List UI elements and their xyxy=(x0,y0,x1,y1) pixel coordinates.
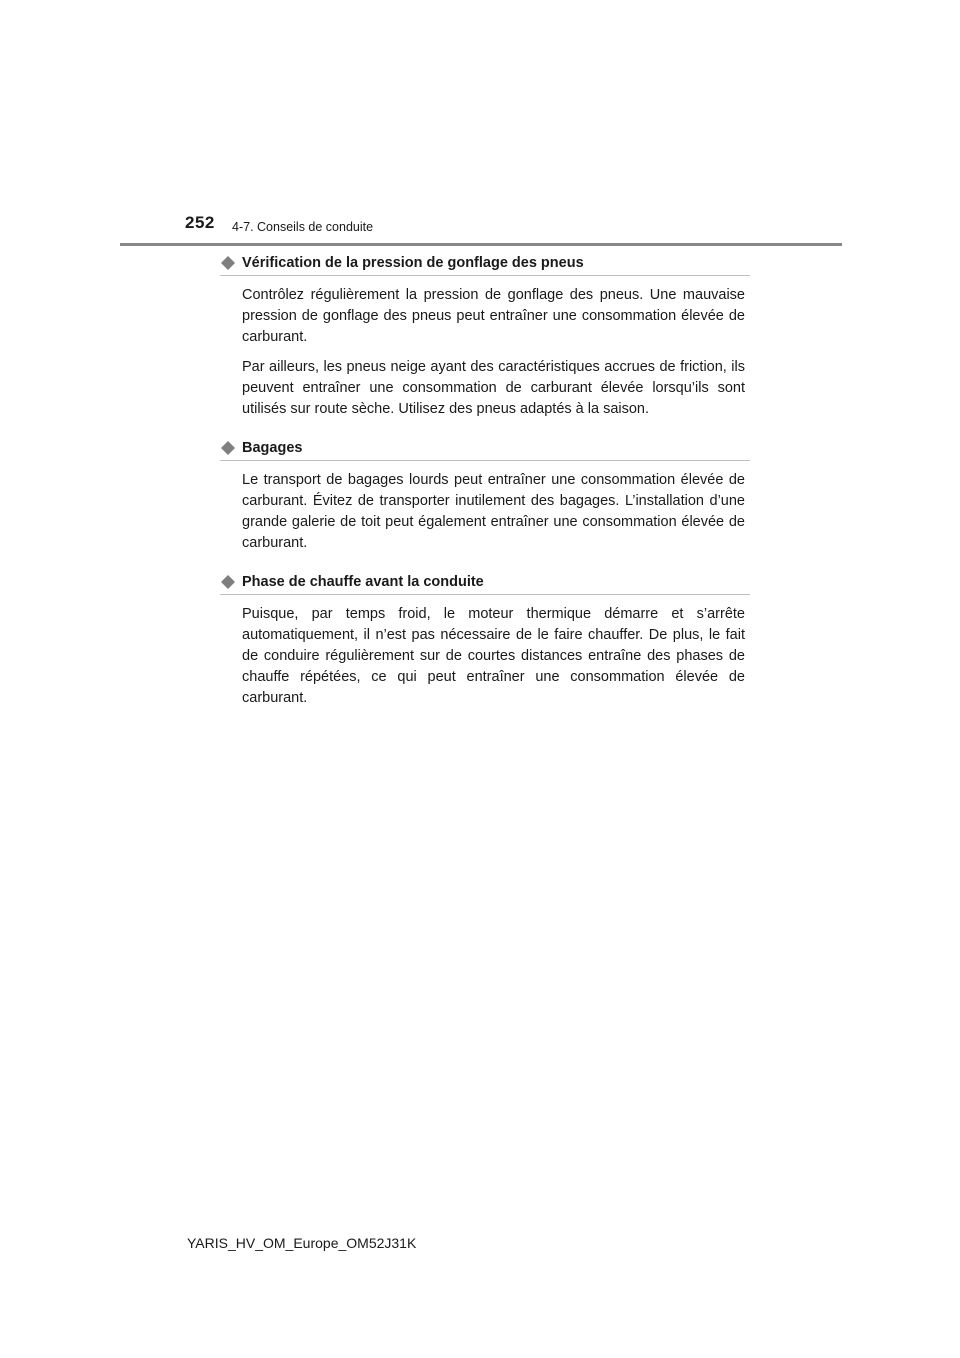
diamond-bullet-icon xyxy=(220,255,236,271)
page-content xyxy=(220,252,750,709)
section-luggage xyxy=(220,437,750,554)
paragraph: Puisque, par temps froid, le moteur thermique démarre et s’arrête automatiquement, il n’est pas nécessaire de le faire chauffer. De plus, le fait de conduire régulièrement sur de courtes distances entraîne des phases de chauffe répétées, ce qui peut entraîner une consommation élevée de carburant. xyxy=(242,606,745,706)
section-heading xyxy=(220,437,750,461)
paragraph: Par ailleurs, les pneus neige ayant des caractéristiques accrues de friction, ils peuvent entraîner une consommation de carburant élevée lorsqu’ils sont utilisés sur route sèche. Utilisez des pneus adaptés à la saison. xyxy=(242,359,745,417)
section-tire-pressure xyxy=(220,252,750,420)
paragraph: Le transport de bagages lourds peut entraîner une consommation élevée de carburant. Évitez de transporter inutilement des bagages. L’installation d’une grande galerie de toit peut également entraîner une consommation élevée de carburant. xyxy=(242,472,745,551)
page-number: 252 xyxy=(185,213,215,232)
diamond-bullet-icon xyxy=(220,440,236,456)
diamond-bullet-icon xyxy=(220,574,236,590)
section-heading-text: Bagages xyxy=(242,440,303,456)
chapter-title: 4-7. Conseils de conduite xyxy=(232,220,374,234)
paragraph: Contrôlez régulièrement la pression de gonflage des pneus. Une mauvaise pression de gonflage des pneus peut entraîner une consommation élevée de carburant. xyxy=(242,287,745,345)
section-heading-text: Phase de chauffe avant la conduite xyxy=(242,574,484,590)
section-heading-text: Vérification de la pression de gonflage des pneus xyxy=(242,255,584,271)
header-rule xyxy=(120,243,842,246)
section-heading xyxy=(220,571,750,595)
document-code: YARIS_HV_OM_Europe_OM52J31K xyxy=(187,1235,417,1251)
section-warm-up xyxy=(220,571,750,709)
section-heading xyxy=(220,252,750,276)
